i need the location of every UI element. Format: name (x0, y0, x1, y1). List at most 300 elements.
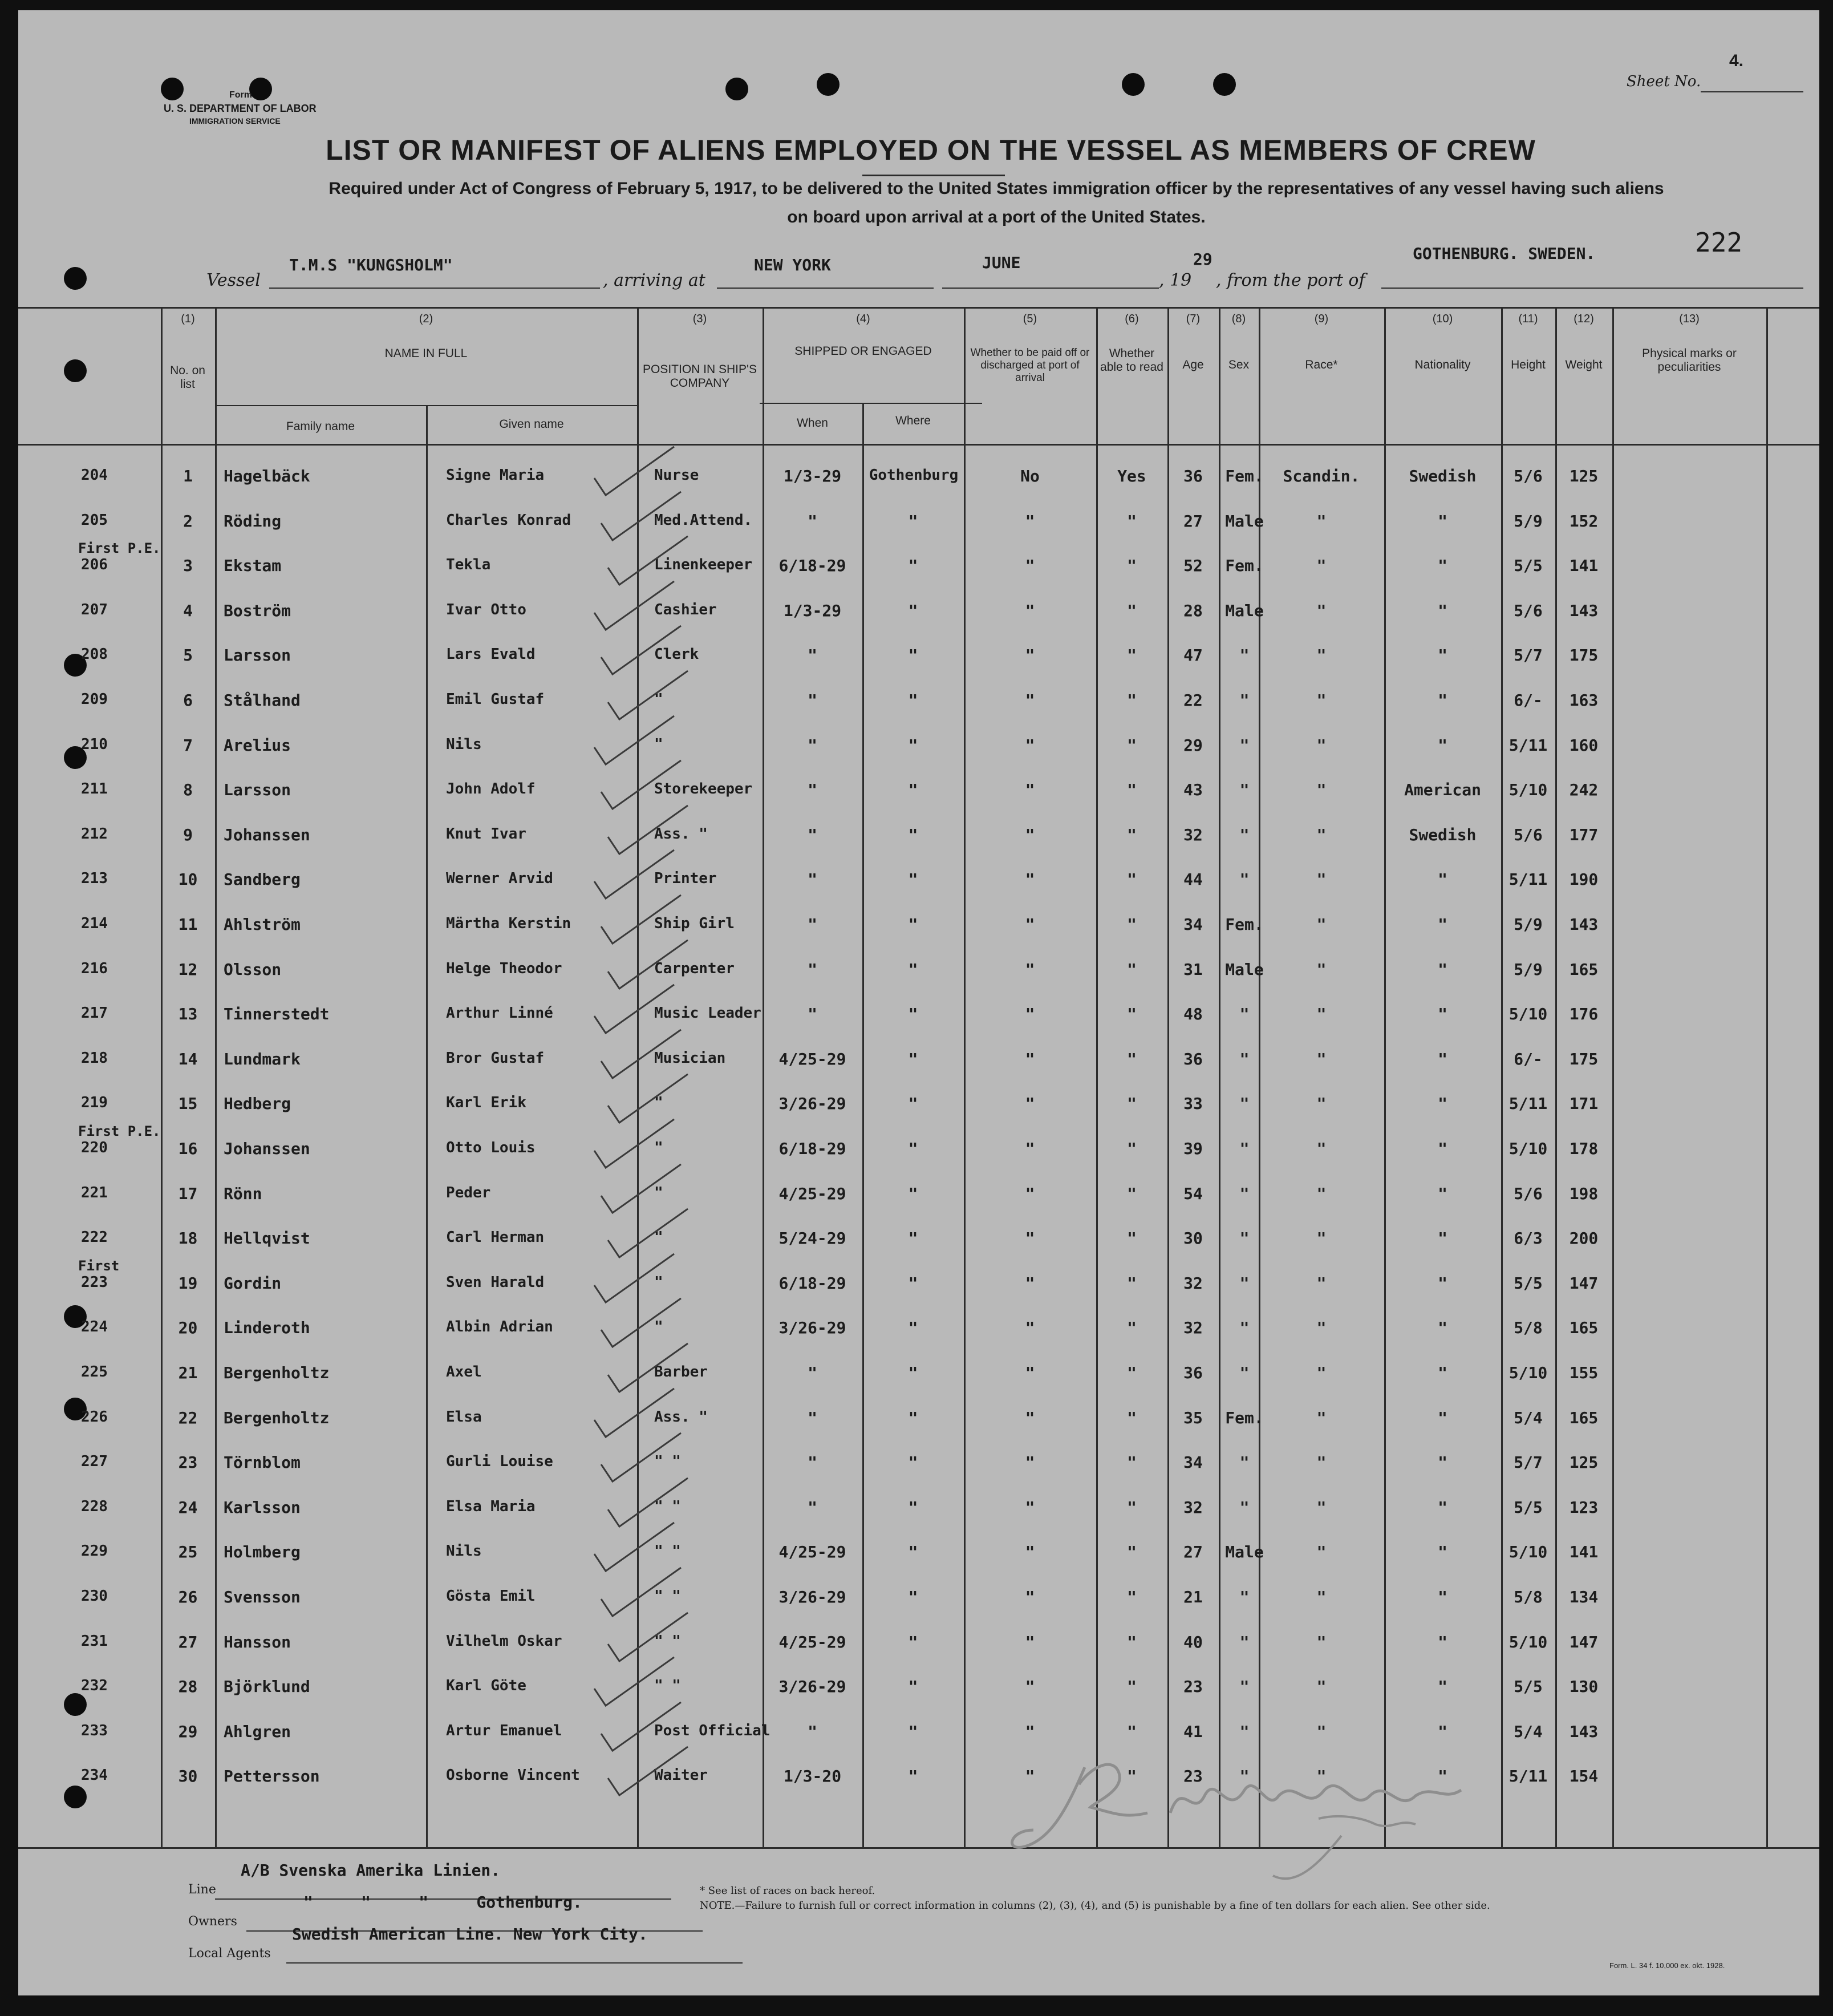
col2-number: (2) (419, 313, 433, 325)
col13-number: (13) (1679, 313, 1700, 325)
row-reference: 233 (81, 1722, 108, 1739)
age: 47 (1183, 646, 1203, 665)
able-to-read: Yes (1117, 467, 1146, 485)
nationality: " (1438, 601, 1447, 620)
row-number: 6 (183, 691, 193, 710)
row-reference: 220 (81, 1139, 108, 1156)
family-name: Hansson (224, 1633, 291, 1651)
sex: " (1239, 1050, 1250, 1068)
able-to-read: " (1127, 780, 1137, 799)
manifest-sheet (18, 10, 1819, 1995)
shipped-when: " (808, 646, 817, 665)
weight: 165 (1569, 1318, 1599, 1337)
shipped-when: " (808, 960, 817, 979)
shipped-when: 4/25-29 (778, 1633, 846, 1651)
position: Ass. " (654, 1408, 708, 1426)
row-number: 23 (178, 1453, 198, 1472)
height: 5/6 (1514, 601, 1543, 620)
given-name: Karl Erik (446, 1094, 526, 1111)
height: 5/5 (1514, 1498, 1543, 1517)
able-to-read: " (1127, 1722, 1137, 1741)
able-to-read: " (1127, 1229, 1137, 1248)
nationality: " (1438, 512, 1447, 531)
shipped-where: " (908, 1050, 918, 1068)
row-reference: 228 (81, 1498, 108, 1515)
weight: 147 (1569, 1633, 1599, 1651)
col3-header: POSITION IN SHIP'S COMPANY (642, 363, 757, 390)
position: " " (654, 1633, 681, 1650)
family-name: Ekstam (224, 556, 282, 575)
able-to-read: " (1127, 1767, 1137, 1786)
sex: " (1239, 1094, 1250, 1113)
col9-number: (9) (1314, 313, 1329, 325)
paid-off: " (1025, 1408, 1035, 1427)
shipped-when: " (808, 1363, 817, 1382)
paid-off: " (1025, 780, 1035, 799)
weight: 152 (1569, 512, 1599, 531)
col13-header: Physical marks or peculiarities (1642, 347, 1737, 374)
race: " (1316, 870, 1327, 889)
row-reference: 223 (81, 1274, 108, 1291)
row-reference: 207 (81, 601, 108, 618)
col6-header: Whether able to read (1100, 347, 1163, 374)
race: " (1316, 736, 1327, 755)
paid-off: " (1025, 556, 1035, 575)
weight: 147 (1569, 1274, 1599, 1293)
able-to-read: " (1127, 1543, 1137, 1561)
sex: " (1239, 1229, 1250, 1248)
col5-number: (5) (1023, 313, 1037, 325)
shipped-where: " (908, 736, 918, 755)
race: " (1316, 1722, 1327, 1741)
position: Storekeeper (654, 780, 753, 798)
race: " (1316, 646, 1327, 665)
weight: 190 (1569, 870, 1599, 889)
nationality: " (1438, 1677, 1447, 1696)
row-reference: 230 (81, 1588, 108, 1605)
position: " (654, 691, 663, 708)
family-name: Björklund (224, 1677, 310, 1696)
shipped-where: " (908, 691, 918, 710)
owners-label: Owners (188, 1914, 237, 1929)
given-name: Ivar Otto (446, 601, 526, 618)
age: 33 (1183, 1094, 1203, 1113)
race: " (1316, 825, 1327, 844)
able-to-read: " (1127, 1184, 1137, 1203)
shipped-when: 4/25-29 (778, 1050, 846, 1068)
penalty-note (700, 1900, 1490, 1912)
given-name: Helge Theodor (446, 960, 562, 977)
race: " (1316, 1274, 1327, 1293)
family-name: Hellqvist (224, 1229, 310, 1248)
row-number: 10 (178, 870, 198, 889)
nationality: " (1438, 1498, 1447, 1517)
col12-header: Weight (1565, 358, 1603, 371)
race: " (1316, 1139, 1327, 1158)
family-name: Törnblom (224, 1453, 301, 1472)
height: 5/11 (1508, 1094, 1548, 1113)
sex: " (1239, 736, 1250, 755)
race: " (1316, 512, 1327, 531)
shipped-where: " (908, 1498, 918, 1517)
family-name: Larsson (224, 780, 291, 799)
paid-off: " (1025, 1453, 1035, 1472)
height: 5/9 (1514, 915, 1543, 934)
able-to-read: " (1127, 1274, 1137, 1293)
row-number: 16 (178, 1139, 198, 1158)
shipped-when: " (808, 1498, 817, 1517)
row-reference: 208 (81, 646, 108, 663)
shipped-when: " (808, 780, 817, 799)
given-name: Charles Konrad (446, 512, 571, 529)
row-number: 22 (178, 1408, 198, 1427)
sex: Fem. (1225, 1408, 1264, 1427)
nationality: Swedish (1409, 467, 1477, 485)
row-number: 27 (178, 1633, 198, 1651)
age: 27 (1183, 1543, 1203, 1561)
able-to-read: " (1127, 1633, 1137, 1651)
row-number: 28 (178, 1677, 198, 1696)
given-name: Gösta Emil (446, 1588, 536, 1605)
row-number: 4 (183, 601, 193, 620)
nationality: " (1438, 960, 1447, 979)
race-note: * See list of races on back hereof. (700, 1885, 875, 1897)
col2-family-header: Family name (286, 420, 355, 433)
able-to-read: " (1127, 1408, 1137, 1427)
position: Med.Attend. (654, 512, 753, 529)
sex: " (1239, 1363, 1250, 1382)
punch-hole (64, 1693, 87, 1716)
nationality: " (1438, 1139, 1447, 1158)
family-name: Boström (224, 601, 291, 620)
shipped-where: " (908, 1094, 918, 1113)
race: " (1316, 1318, 1327, 1337)
nationality: " (1438, 691, 1447, 710)
row-reference: 216 (81, 960, 108, 977)
paid-off: " (1025, 1498, 1035, 1517)
height: 5/10 (1508, 1005, 1548, 1023)
race: " (1316, 601, 1327, 620)
family-name: Hagelbäck (224, 467, 310, 485)
height: 5/11 (1508, 736, 1548, 755)
race: " (1316, 1453, 1327, 1472)
row-number: 17 (178, 1184, 198, 1203)
age: 32 (1183, 1274, 1203, 1293)
col4-number: (4) (856, 313, 870, 325)
shipped-when: 5/24-29 (778, 1229, 846, 1248)
given-name: Signe Maria (446, 467, 545, 484)
able-to-read: " (1127, 646, 1137, 665)
family-name: Johanssen (224, 1139, 310, 1158)
row-number: 24 (178, 1498, 198, 1517)
shipped-when: 4/25-29 (778, 1184, 846, 1203)
given-name: Nils (446, 1543, 482, 1560)
position: Music Leader (654, 1005, 761, 1022)
able-to-read: " (1127, 1453, 1137, 1472)
sex: " (1239, 1767, 1250, 1786)
nationality: " (1438, 1229, 1447, 1248)
nationality: " (1438, 1722, 1447, 1741)
punch-hole (161, 78, 184, 100)
able-to-read: " (1127, 915, 1137, 934)
weight: 176 (1569, 1005, 1599, 1023)
punch-hole (64, 1786, 87, 1808)
first-pe-note: First P.E. (78, 1123, 161, 1139)
shipped-when: " (808, 512, 817, 531)
given-name: Arthur Linné (446, 1005, 553, 1022)
height: 6/- (1514, 691, 1543, 710)
paid-off: " (1025, 915, 1035, 934)
row-number: 19 (178, 1274, 198, 1293)
shipped-where: " (908, 960, 918, 979)
paid-off: " (1025, 646, 1035, 665)
weight: 154 (1569, 1767, 1599, 1786)
form-label: Form (229, 90, 252, 100)
department-label: U. S. DEPARTMENT OF LABOR (164, 103, 317, 114)
shipped-where: Gothenburg (869, 467, 959, 484)
row-number: 21 (178, 1363, 198, 1382)
given-name: Artur Emanuel (446, 1722, 562, 1739)
race: " (1316, 1363, 1327, 1382)
given-name: Lars Evald (446, 646, 536, 663)
sex: " (1239, 691, 1250, 710)
able-to-read: " (1127, 1498, 1137, 1517)
family-name: Lundmark (224, 1050, 301, 1068)
given-name: Sven Harald (446, 1274, 545, 1291)
paid-off: " (1025, 1722, 1035, 1741)
paid-off: " (1025, 960, 1035, 979)
given-name: Carl Herman (446, 1229, 545, 1246)
weight: 163 (1569, 691, 1599, 710)
position: " (654, 1139, 663, 1156)
year-prefix: , 19 (1159, 270, 1192, 290)
row-number: 3 (183, 556, 193, 575)
age: 40 (1183, 1633, 1203, 1651)
position: Printer (654, 870, 717, 887)
able-to-read: " (1127, 1005, 1137, 1023)
given-name: Knut Ivar (446, 825, 526, 843)
age: 36 (1183, 467, 1203, 485)
col5-header: Whether to be paid off or discharged at port of arrival (970, 347, 1090, 384)
col1-header: No. on list (170, 364, 205, 391)
paid-off: " (1025, 1543, 1035, 1561)
shipped-when: 1/3-29 (783, 467, 842, 485)
age: 35 (1183, 1408, 1203, 1427)
shipped-when: 6/18-29 (778, 1274, 846, 1293)
shipped-when: " (808, 1722, 817, 1741)
nationality: " (1438, 1318, 1447, 1337)
col6-number: (6) (1125, 313, 1139, 325)
age: 28 (1183, 601, 1203, 620)
sex: Male (1225, 601, 1264, 620)
height: 5/11 (1508, 1767, 1548, 1786)
sex: " (1239, 1588, 1250, 1606)
given-name: Karl Göte (446, 1677, 526, 1694)
shipped-where: " (908, 825, 918, 844)
shipped-where: " (908, 1677, 918, 1696)
position: Clerk (654, 646, 699, 663)
row-reference: 212 (81, 825, 108, 843)
row-number: 30 (178, 1767, 198, 1786)
weight: 171 (1569, 1094, 1599, 1113)
sex: " (1239, 1453, 1250, 1472)
family-name: Bergenholtz (224, 1408, 330, 1427)
race: " (1316, 1588, 1327, 1606)
shipped-where: " (908, 556, 918, 575)
punch-hole (64, 267, 87, 290)
punch-hole (249, 78, 272, 100)
height: 5/5 (1514, 556, 1543, 575)
service-label: IMMIGRATION SERVICE (189, 116, 281, 126)
sex: Male (1225, 1543, 1264, 1561)
age: 23 (1183, 1677, 1203, 1696)
nationality: " (1438, 1274, 1447, 1293)
paid-off: " (1025, 1318, 1035, 1337)
position: " (654, 1229, 663, 1246)
able-to-read: " (1127, 736, 1137, 755)
col3-number: (3) (692, 313, 707, 325)
age: 27 (1183, 512, 1203, 531)
col4-where-header: Where (895, 414, 931, 427)
shipped-where: " (908, 1005, 918, 1023)
given-name: Osborne Vincent (446, 1767, 580, 1784)
height: 5/7 (1514, 1453, 1543, 1472)
shipped-where: " (908, 1767, 918, 1786)
nationality: " (1438, 1363, 1447, 1382)
row-reference: 214 (81, 915, 108, 932)
row-reference: 224 (81, 1318, 108, 1335)
age: 34 (1183, 915, 1203, 934)
paid-off: No (1020, 467, 1040, 485)
paid-off: " (1025, 1677, 1035, 1696)
height: 5/7 (1514, 646, 1543, 665)
shipped-where: " (908, 1543, 918, 1561)
nationality: " (1438, 1408, 1447, 1427)
shipped-when: " (808, 736, 817, 755)
check-mark-icon (602, 1744, 694, 1807)
position: Cashier (654, 601, 717, 618)
able-to-read: " (1127, 691, 1137, 710)
height: 5/10 (1508, 1139, 1548, 1158)
given-name: Peder (446, 1184, 491, 1201)
row-reference: 218 (81, 1050, 108, 1067)
shipped-when: 3/26-29 (778, 1318, 846, 1337)
height: 5/10 (1508, 1363, 1548, 1382)
row-number: 11 (178, 915, 198, 934)
age: 36 (1183, 1363, 1203, 1382)
age: 32 (1183, 1498, 1203, 1517)
able-to-read: " (1127, 1318, 1137, 1337)
row-reference: 234 (81, 1767, 108, 1784)
form-number: Form. L. 34 f. 10,000 ex. okt. 1928. (1609, 1961, 1725, 1970)
signature-text: J R Montgomery Insp (999, 1733, 1005, 1734)
sex: Fem. (1225, 467, 1264, 485)
shipped-where: " (908, 1318, 918, 1337)
given-name: Bror Gustaf (446, 1050, 545, 1067)
able-to-read: " (1127, 825, 1137, 844)
able-to-read: " (1127, 1363, 1137, 1382)
paid-off: " (1025, 1274, 1035, 1293)
paid-off: " (1025, 1139, 1035, 1158)
row-reference: 225 (81, 1363, 108, 1381)
paid-off: " (1025, 512, 1035, 531)
race: " (1316, 1767, 1327, 1786)
family-name: Ahlgren (224, 1722, 291, 1741)
col4-header: SHIPPED OR ENGAGED (794, 345, 932, 358)
nationality: " (1438, 1005, 1447, 1023)
row-reference: 211 (81, 780, 108, 798)
shipped-when: 1/3-20 (783, 1767, 842, 1786)
weight: 143 (1569, 915, 1599, 934)
nationality: " (1438, 646, 1447, 665)
paid-off: " (1025, 1005, 1035, 1023)
nationality: " (1438, 1543, 1447, 1561)
line-value: A/B Svenska Amerika Linien. (241, 1861, 501, 1880)
punch-hole (64, 359, 87, 382)
given-name: Otto Louis (446, 1139, 536, 1156)
able-to-read: " (1127, 1050, 1137, 1068)
height: 5/10 (1508, 1543, 1548, 1561)
sex: " (1239, 1274, 1250, 1293)
arrival-month: JUNE (982, 253, 1021, 272)
shipped-where: " (908, 512, 918, 531)
sex: " (1239, 1633, 1250, 1651)
age: 36 (1183, 1050, 1203, 1068)
age: 54 (1183, 1184, 1203, 1203)
position: " (654, 1318, 663, 1335)
col8-number: (8) (1231, 313, 1246, 325)
sex: " (1239, 1139, 1250, 1158)
family-name: Sandberg (224, 870, 301, 889)
age: 39 (1183, 1139, 1203, 1158)
col10-header: Nationality (1414, 358, 1471, 371)
weight: 200 (1569, 1229, 1599, 1248)
height: 5/8 (1514, 1588, 1543, 1606)
row-number: 20 (178, 1318, 198, 1337)
age: 29 (1183, 736, 1203, 755)
height: 5/10 (1508, 1633, 1548, 1651)
paid-off: " (1025, 1767, 1035, 1786)
shipped-when: " (808, 1453, 817, 1472)
sex: " (1239, 1184, 1250, 1203)
shipped-when: " (808, 1408, 817, 1427)
row-number: 26 (178, 1588, 198, 1606)
vessel-name: T.M.S "KUNGSHOLM" (289, 256, 453, 274)
shipped-when: 3/26-29 (778, 1677, 846, 1696)
row-reference: 227 (81, 1453, 108, 1470)
position: Post Official (654, 1722, 770, 1739)
race: " (1316, 1094, 1327, 1113)
row-reference: 204 (81, 467, 108, 484)
family-name: Gordin (224, 1274, 282, 1293)
family-name: Holmberg (224, 1543, 301, 1561)
given-name: Gurli Louise (446, 1453, 553, 1470)
position: " " (654, 1588, 681, 1605)
sex: Fem. (1225, 915, 1264, 934)
able-to-read: " (1127, 1588, 1137, 1606)
able-to-read: " (1127, 870, 1137, 889)
sex: " (1239, 1677, 1250, 1696)
weight: 175 (1569, 646, 1599, 665)
row-number: 18 (178, 1229, 198, 1248)
row-reference: 217 (81, 1005, 108, 1022)
weight: 160 (1569, 736, 1599, 755)
nationality: " (1438, 556, 1447, 575)
page-reference: 222 (1695, 227, 1743, 258)
paid-off: " (1025, 1050, 1035, 1068)
shipped-when: " (808, 1005, 817, 1023)
position: " (654, 1094, 663, 1111)
